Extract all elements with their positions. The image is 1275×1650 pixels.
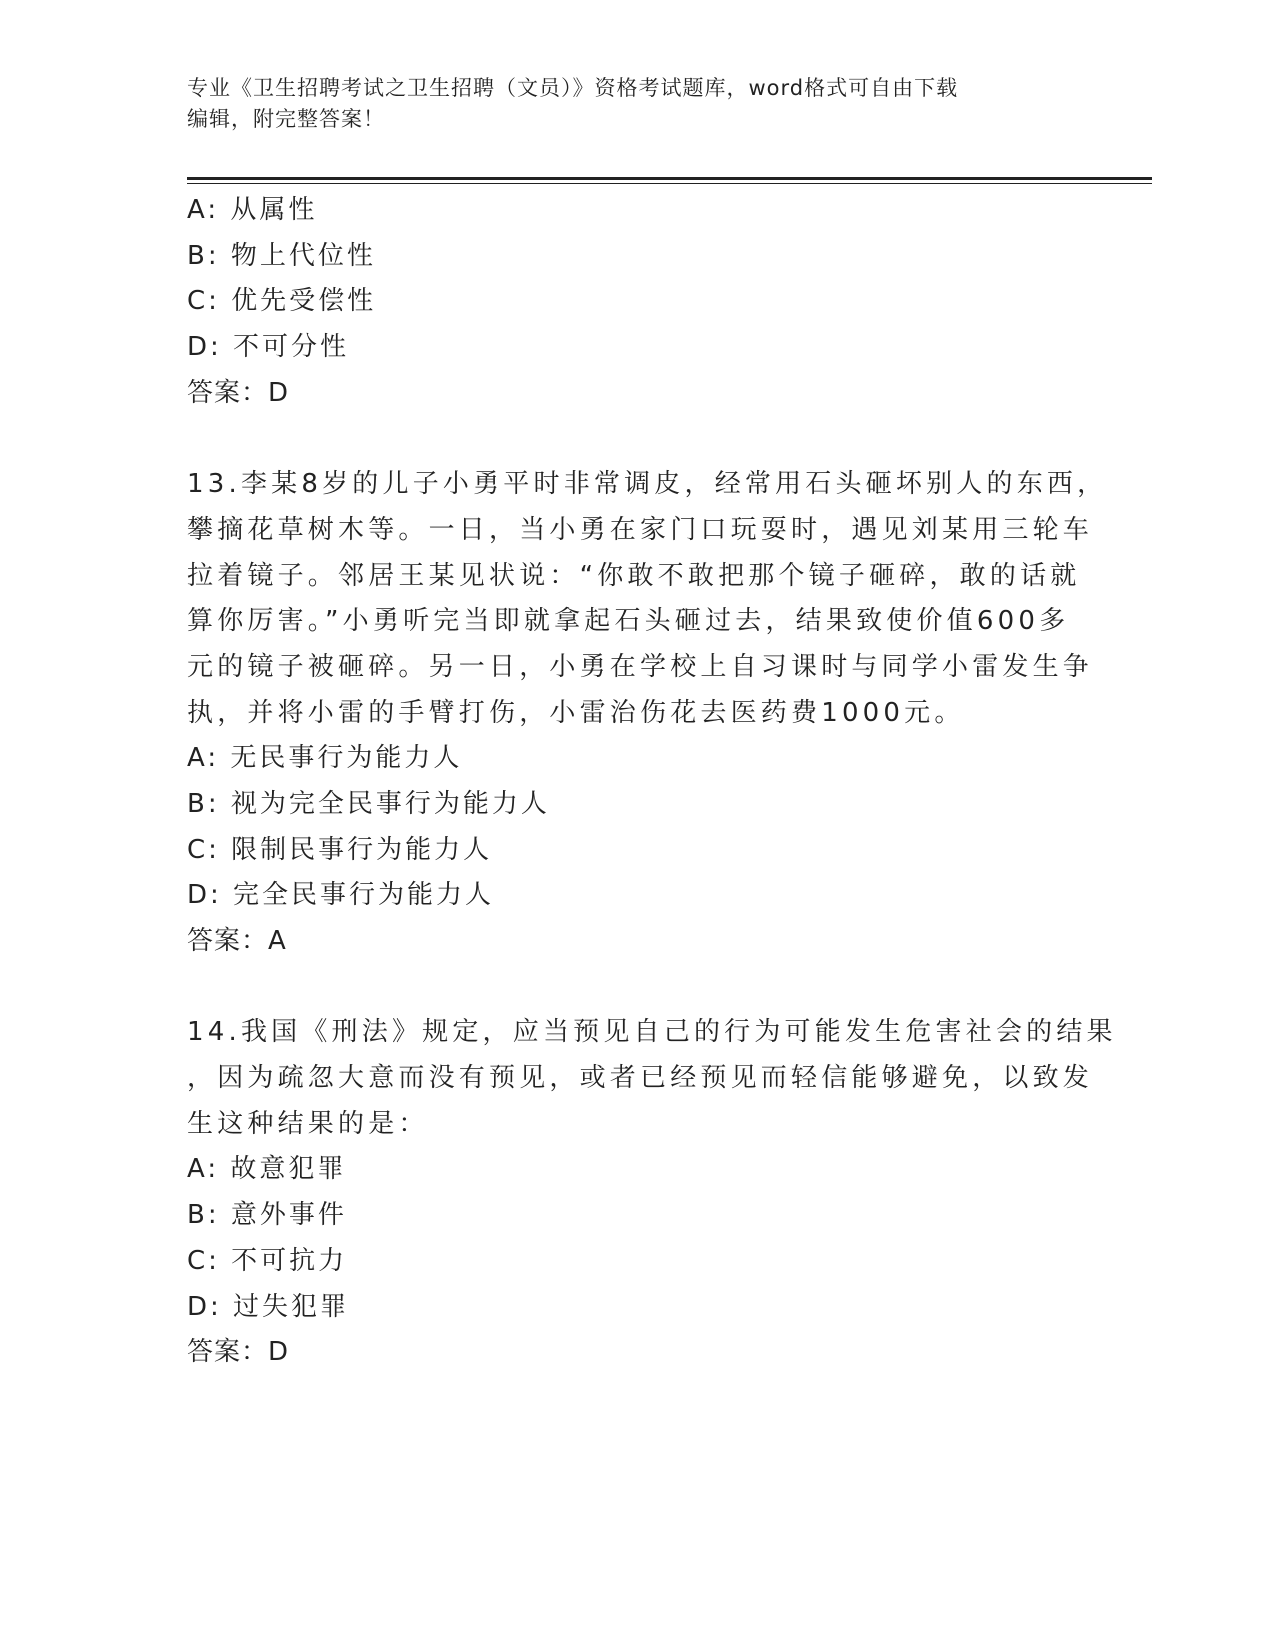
stem-line: 执，并将小雷的手臂打伤，小雷治伤花去医药费1000元。 bbox=[187, 697, 965, 728]
stem-line: 13.李某8岁的儿子小勇平时非常调皮，经常用石头砸坏别人的东西， bbox=[187, 469, 1108, 500]
stem-line: 算你厉害。”小勇听完当即就拿起石头砸过去，结果致使价值600多 bbox=[187, 606, 1070, 637]
header-line-1: 专业《卫生招聘考试之卫生招聘（文员）》资格考试题库，word格式可自由下载 bbox=[187, 76, 959, 100]
answer-line: 答案：A bbox=[187, 926, 287, 956]
stem-line: 14.我国《刑法》规定，应当预见自己的行为可能发生危害社会的结果 bbox=[187, 1017, 1117, 1048]
option-d: D: 完全民事行为能力人 bbox=[187, 880, 495, 911]
stem-line: 攀摘花草树木等。一日，当小勇在家门口玩耍时，遇见刘某用三轮车 bbox=[187, 514, 1094, 545]
option-b: B: 物上代位性 bbox=[187, 240, 376, 271]
stem-line: ，因为疏忽大意而没有预见，或者已经预见而轻信能够避免，以致发 bbox=[187, 1063, 1094, 1094]
option-d: D: 不可分性 bbox=[187, 332, 350, 363]
answer-line: 答案：D bbox=[187, 377, 290, 408]
option-c: C: 限制民事行为能力人 bbox=[187, 834, 493, 865]
option-a: A: 从属性 bbox=[187, 195, 318, 225]
stem-line: 拉着镜子。邻居王某见状说：“你敢不敢把那个镜子砸碎，敢的话就 bbox=[187, 560, 1081, 591]
question-content bbox=[187, 188, 1117, 1376]
answer-line: 答案：D bbox=[187, 1337, 290, 1368]
header-line-2: 编辑，附完整答案！ bbox=[187, 107, 385, 131]
question-14 bbox=[187, 1010, 1117, 1376]
header-rule-thin bbox=[187, 183, 1152, 184]
spacer bbox=[187, 965, 1087, 1011]
option-a: A: 故意犯罪 bbox=[187, 1154, 347, 1185]
question-stem bbox=[187, 1010, 1117, 1147]
option-d: D: 过失犯罪 bbox=[187, 1291, 350, 1322]
stem-line: 生这种结果的是： bbox=[187, 1108, 429, 1139]
question-stem bbox=[187, 462, 1108, 736]
question-12 bbox=[187, 188, 1087, 416]
option-c: C: 不可抗力 bbox=[187, 1245, 348, 1276]
document-header bbox=[187, 73, 1087, 135]
question-13 bbox=[187, 462, 1108, 965]
option-b: B: 意外事件 bbox=[187, 1200, 347, 1231]
header-rule-thick bbox=[187, 177, 1152, 180]
option-a: A: 无民事行为能力人 bbox=[187, 743, 463, 774]
stem-line: 元的镜子被砸碎。另一日，小勇在学校上自习课时与同学小雷发生争 bbox=[187, 651, 1094, 682]
spacer bbox=[187, 416, 1087, 462]
option-b: B: 视为完全民事行为能力人 bbox=[187, 788, 550, 819]
option-c: C: 优先受偿性 bbox=[187, 286, 377, 317]
